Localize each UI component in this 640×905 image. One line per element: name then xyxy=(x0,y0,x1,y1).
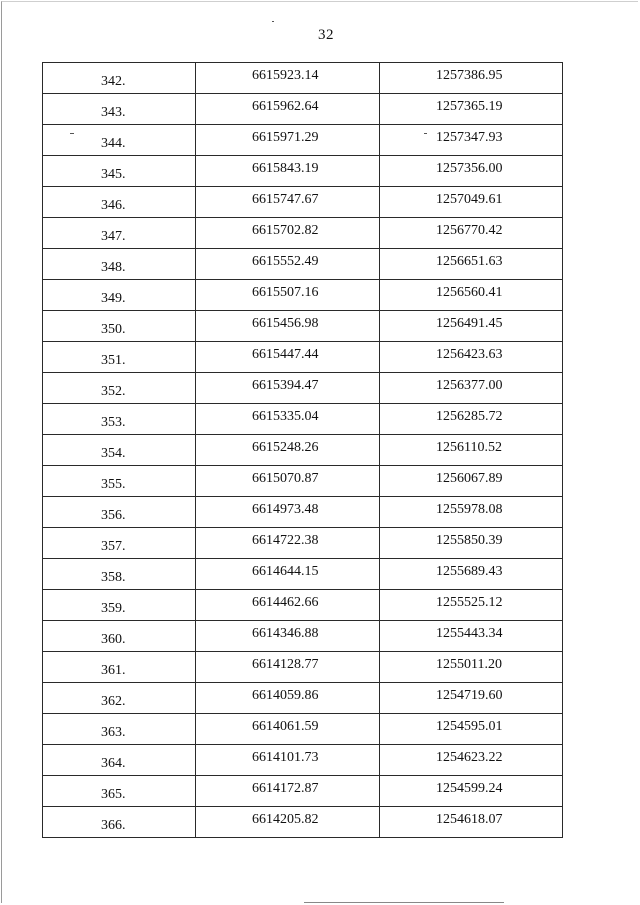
point-number-cell xyxy=(43,652,196,683)
point-number-cell-text: 357. xyxy=(101,539,126,554)
x-coordinate-cell xyxy=(196,280,380,311)
x-coordinate-cell xyxy=(196,776,380,807)
y-coordinate-cell-text: 1256285.72 xyxy=(436,409,503,424)
point-number-cell xyxy=(43,249,196,280)
table-row xyxy=(43,404,563,435)
table-row xyxy=(43,125,563,156)
table-row xyxy=(43,776,563,807)
y-coordinate-cell xyxy=(380,745,563,776)
x-coordinate-cell xyxy=(196,590,380,621)
table-row xyxy=(43,218,563,249)
x-coordinate-cell-text: 6615843.19 xyxy=(252,161,319,176)
y-coordinate-cell-text: 1255978.08 xyxy=(436,502,503,517)
x-coordinate-cell-text: 6615456.98 xyxy=(252,316,319,331)
y-coordinate-cell-text: 1256491.45 xyxy=(436,316,503,331)
x-coordinate-cell-text: 6614172.87 xyxy=(252,781,319,796)
x-coordinate-cell-text: 6615923.14 xyxy=(252,68,319,83)
point-number-cell-text: 343. xyxy=(101,105,126,120)
table-row xyxy=(43,373,563,404)
point-number-cell-text: 346. xyxy=(101,198,126,213)
y-coordinate-cell-text: 1256377.00 xyxy=(436,378,503,393)
point-number-cell xyxy=(43,280,196,311)
x-coordinate-cell-text: 6614128.77 xyxy=(252,657,319,672)
x-coordinate-cell-text: 6615335.04 xyxy=(252,409,319,424)
y-coordinate-cell xyxy=(380,714,563,745)
point-number-cell xyxy=(43,714,196,745)
y-coordinate-cell xyxy=(380,280,563,311)
y-coordinate-cell-text: 1255525.12 xyxy=(436,595,503,610)
table-row xyxy=(43,590,563,621)
table-row xyxy=(43,745,563,776)
y-coordinate-cell-text: 1255443.34 xyxy=(436,626,503,641)
x-coordinate-cell-text: 6614973.48 xyxy=(252,502,319,517)
y-coordinate-cell xyxy=(380,373,563,404)
y-coordinate-cell xyxy=(380,621,563,652)
point-number-cell-text: 342. xyxy=(101,74,126,89)
point-number-cell-text: 362. xyxy=(101,694,126,709)
point-number-cell-text: 354. xyxy=(101,446,126,461)
y-coordinate-cell-text: 1256110.52 xyxy=(436,440,502,455)
y-coordinate-cell-text: 1257365.19 xyxy=(436,99,503,114)
y-coordinate-cell xyxy=(380,249,563,280)
y-coordinate-cell xyxy=(380,590,563,621)
y-coordinate-cell-text: 1256651.63 xyxy=(436,254,503,269)
point-number-cell xyxy=(43,156,196,187)
scan-edge-line xyxy=(304,902,504,903)
y-coordinate-cell xyxy=(380,776,563,807)
x-coordinate-cell-text: 6615971.29 xyxy=(252,130,319,145)
x-coordinate-cell xyxy=(196,63,380,94)
x-coordinate-cell xyxy=(196,311,380,342)
y-coordinate-cell xyxy=(380,218,563,249)
point-number-cell-text: 353. xyxy=(101,415,126,430)
point-number-cell xyxy=(43,590,196,621)
x-coordinate-cell-text: 6615747.67 xyxy=(252,192,319,207)
x-coordinate-cell xyxy=(196,435,380,466)
point-number-cell xyxy=(43,342,196,373)
table-row xyxy=(43,466,563,497)
x-coordinate-cell-text: 6615552.49 xyxy=(252,254,319,269)
point-number-cell-text: 366. xyxy=(101,818,126,833)
point-number-cell xyxy=(43,528,196,559)
point-number-cell xyxy=(43,745,196,776)
point-number-cell-text: 352. xyxy=(101,384,126,399)
x-coordinate-cell xyxy=(196,497,380,528)
x-coordinate-cell xyxy=(196,404,380,435)
x-coordinate-cell-text: 6615962.64 xyxy=(252,99,319,114)
y-coordinate-cell xyxy=(380,652,563,683)
point-number-cell-text: 359. xyxy=(101,601,126,616)
y-coordinate-cell xyxy=(380,435,563,466)
x-coordinate-cell xyxy=(196,559,380,590)
table-row xyxy=(43,497,563,528)
y-coordinate-cell-text: 1256423.63 xyxy=(436,347,503,362)
x-coordinate-cell xyxy=(196,466,380,497)
y-coordinate-cell xyxy=(380,466,563,497)
point-number-cell xyxy=(43,373,196,404)
point-number-cell-text: 347. xyxy=(101,229,126,244)
x-coordinate-cell-text: 6614059.86 xyxy=(252,688,319,703)
x-coordinate-cell-text: 6615507.16 xyxy=(252,285,319,300)
point-number-cell-text: 351. xyxy=(101,353,126,368)
point-number-cell xyxy=(43,497,196,528)
x-coordinate-cell-text: 6614462.66 xyxy=(252,595,319,610)
scan-mark xyxy=(272,21,274,22)
y-coordinate-cell-text: 1255689.43 xyxy=(436,564,503,579)
table-row xyxy=(43,528,563,559)
table-row xyxy=(43,94,563,125)
table-row xyxy=(43,187,563,218)
y-coordinate-cell xyxy=(380,683,563,714)
y-coordinate-cell xyxy=(380,404,563,435)
y-coordinate-cell xyxy=(380,528,563,559)
table-row xyxy=(43,559,563,590)
x-coordinate-cell xyxy=(196,125,380,156)
y-coordinate-cell-text: 1254618.07 xyxy=(436,812,503,827)
y-coordinate-cell-text: 1255011.20 xyxy=(436,657,502,672)
y-coordinate-cell xyxy=(380,342,563,373)
x-coordinate-cell xyxy=(196,342,380,373)
x-coordinate-cell xyxy=(196,714,380,745)
table-row xyxy=(43,342,563,373)
y-coordinate-cell-text: 1254599.24 xyxy=(436,781,503,796)
table-row xyxy=(43,311,563,342)
x-coordinate-cell xyxy=(196,683,380,714)
y-coordinate-cell xyxy=(380,63,563,94)
x-coordinate-cell xyxy=(196,187,380,218)
y-coordinate-cell-text: 1256560.41 xyxy=(436,285,503,300)
y-coordinate-cell-text: 1255850.39 xyxy=(436,533,503,548)
y-coordinate-cell-text: 1257347.93 xyxy=(436,130,503,145)
x-coordinate-cell-text: 6614101.73 xyxy=(252,750,319,765)
point-number-cell-text: 355. xyxy=(101,477,126,492)
coordinates-table-body xyxy=(43,63,563,838)
table-row xyxy=(43,714,563,745)
y-coordinate-cell-text: 1254719.60 xyxy=(436,688,503,703)
x-coordinate-cell xyxy=(196,373,380,404)
scan-mark xyxy=(424,133,427,134)
x-coordinate-cell-text: 6614346.88 xyxy=(252,626,319,641)
point-number-cell xyxy=(43,807,196,838)
x-coordinate-cell xyxy=(196,94,380,125)
point-number-cell xyxy=(43,621,196,652)
scan-mark xyxy=(70,133,74,134)
point-number-cell-text: 361. xyxy=(101,663,126,678)
y-coordinate-cell xyxy=(380,187,563,218)
point-number-cell-text: 349. xyxy=(101,291,126,306)
point-number-cell xyxy=(43,94,196,125)
point-number-cell xyxy=(43,218,196,249)
point-number-cell-text: 345. xyxy=(101,167,126,182)
point-number-cell xyxy=(43,311,196,342)
y-coordinate-cell-text: 1257356.00 xyxy=(436,161,503,176)
y-coordinate-cell xyxy=(380,497,563,528)
y-coordinate-cell-text: 1257049.61 xyxy=(436,192,503,207)
y-coordinate-cell xyxy=(380,125,563,156)
y-coordinate-cell-text: 1256770.42 xyxy=(436,223,503,238)
x-coordinate-cell xyxy=(196,745,380,776)
y-coordinate-cell xyxy=(380,156,563,187)
x-coordinate-cell-text: 6614644.15 xyxy=(252,564,319,579)
x-coordinate-cell-text: 6614722.38 xyxy=(252,533,319,548)
point-number-cell xyxy=(43,187,196,218)
point-number-cell-text: 363. xyxy=(101,725,126,740)
x-coordinate-cell xyxy=(196,621,380,652)
point-number-cell-text: 356. xyxy=(101,508,126,523)
y-coordinate-cell xyxy=(380,94,563,125)
point-number-cell xyxy=(43,559,196,590)
table-row xyxy=(43,807,563,838)
y-coordinate-cell xyxy=(380,559,563,590)
coordinates-table xyxy=(42,62,563,838)
table-row xyxy=(43,280,563,311)
table-row xyxy=(43,683,563,714)
y-coordinate-cell-text: 1254623.22 xyxy=(436,750,503,765)
table-row xyxy=(43,156,563,187)
y-coordinate-cell-text: 1256067.89 xyxy=(436,471,503,486)
point-number-cell xyxy=(43,435,196,466)
x-coordinate-cell-text: 6614061.59 xyxy=(252,719,319,734)
point-number-cell xyxy=(43,466,196,497)
point-number-cell-text: 365. xyxy=(101,787,126,802)
x-coordinate-cell xyxy=(196,156,380,187)
point-number-cell xyxy=(43,125,196,156)
point-number-cell xyxy=(43,776,196,807)
x-coordinate-cell-text: 6614205.82 xyxy=(252,812,319,827)
point-number-cell-text: 360. xyxy=(101,632,126,647)
x-coordinate-cell-text: 6615070.87 xyxy=(252,471,319,486)
table-row xyxy=(43,249,563,280)
page-number: 32 xyxy=(318,27,334,43)
y-coordinate-cell-text: 1254595.01 xyxy=(436,719,503,734)
point-number-cell-text: 364. xyxy=(101,756,126,771)
x-coordinate-cell-text: 6615248.26 xyxy=(252,440,319,455)
table-row xyxy=(43,621,563,652)
point-number-cell xyxy=(43,683,196,714)
point-number-cell-text: 358. xyxy=(101,570,126,585)
y-coordinate-cell xyxy=(380,807,563,838)
x-coordinate-cell xyxy=(196,218,380,249)
table-row xyxy=(43,435,563,466)
x-coordinate-cell xyxy=(196,249,380,280)
table-row xyxy=(43,63,563,94)
point-number-cell-text: 348. xyxy=(101,260,126,275)
y-coordinate-cell xyxy=(380,311,563,342)
point-number-cell xyxy=(43,404,196,435)
x-coordinate-cell xyxy=(196,652,380,683)
point-number-cell-text: 344. xyxy=(101,136,126,151)
x-coordinate-cell xyxy=(196,528,380,559)
y-coordinate-cell-text: 1257386.95 xyxy=(436,68,503,83)
x-coordinate-cell-text: 6615447.44 xyxy=(252,347,319,362)
point-number-cell-text: 350. xyxy=(101,322,126,337)
x-coordinate-cell-text: 6615702.82 xyxy=(252,223,319,238)
table-row xyxy=(43,652,563,683)
point-number-cell xyxy=(43,63,196,94)
x-coordinate-cell-text: 6615394.47 xyxy=(252,378,319,393)
x-coordinate-cell xyxy=(196,807,380,838)
